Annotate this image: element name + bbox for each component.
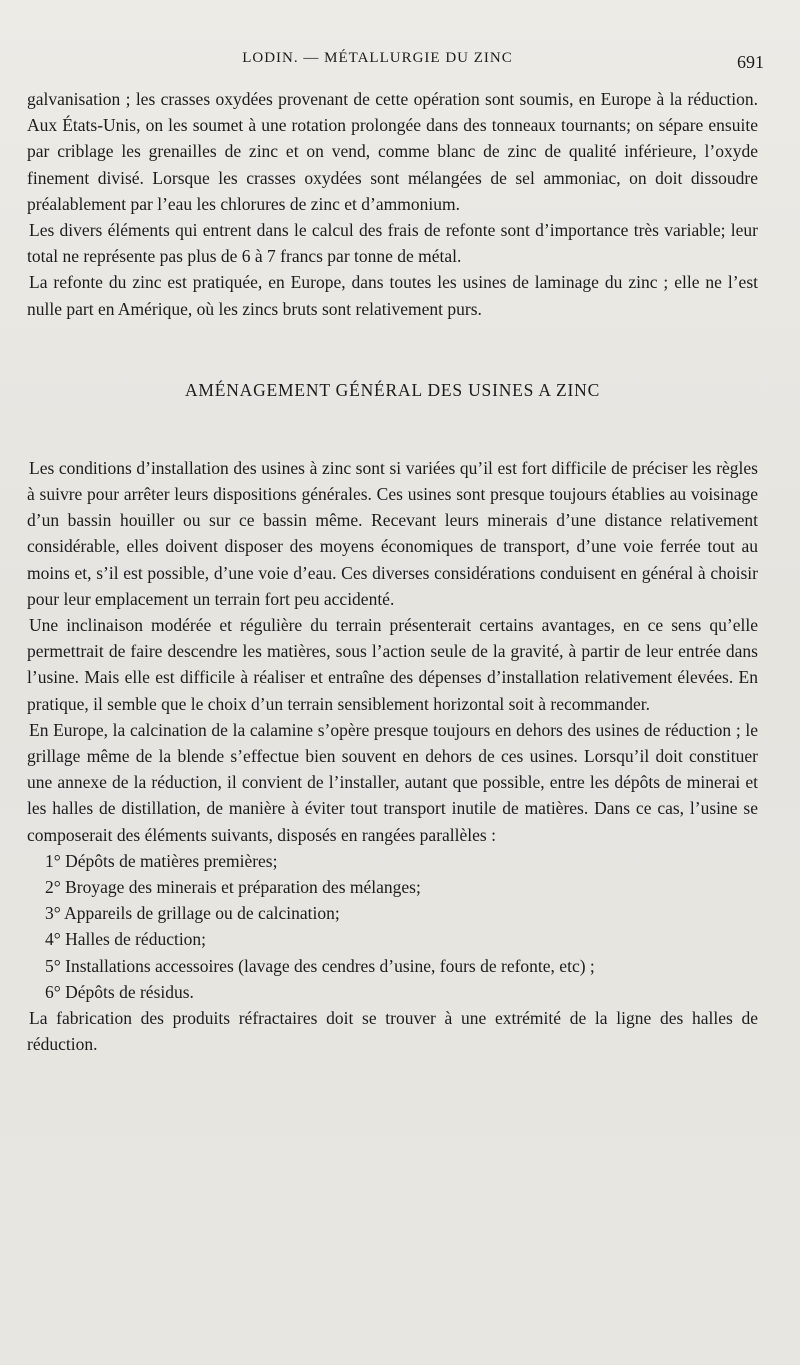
list-item: 1° Dépôts de matières premières; (45, 850, 278, 871)
list-item: 6° Dépôts de résidus. (45, 981, 194, 1002)
paragraph-galvanisation: galvanisation ; les crasses oxydées provenant de cette opération sont soumis, en Europe à la réduction. Aux États-Unis, on les soumet à une rotation prolongée dans des tonneaux tournants; on sépare ensuite par criblage les grenailles de zinc et on vend, comme blanc de zinc de qualité inférieure, l’oxyde finement divisé. Lorsque les crasses oxydées sont mélangées de sel ammoniac, on doit dissoudre préalablement par l’eau les chlorures de zinc et d’ammonium. (27, 89, 758, 214)
list-item: 5° Installations accessoires (lavage des cendres d’usine, fours de refonte, etc) ; (45, 955, 595, 976)
facility-elements-list (27, 848, 758, 1005)
list-item: 2° Broyage des minerais et préparation des mélanges; (45, 877, 421, 898)
paragraph-refonte-practice: La refonte du zinc est pratiquée, en Europe, dans toutes les usines de laminage du zinc ; elle ne l’est nulle part en Amérique, où les zincs bruts sont relativement purs. (27, 272, 758, 319)
paragraph-refractory-products: La fabrication des produits réfractaires doit se trouver à une extrémité de la ligne des halles de réduction. (27, 1008, 758, 1055)
page-number: 691 (737, 52, 764, 72)
list-item: 3° Appareils de grillage ou de calcination; (45, 903, 340, 924)
section-title: AMÉNAGEMENT GÉNÉRAL DES USINES A ZINC (184, 379, 601, 400)
list-item: 4° Halles de réduction; (45, 929, 207, 950)
running-header (27, 40, 764, 78)
paragraph-refonte-costs: Les divers éléments qui entrent dans le calcul des frais de refonte sont d’importance très variable; leur total ne représente pas plus de 6 à 7 francs par tonne de métal. (27, 220, 758, 267)
running-title: LODIN. — MÉTALLURGIE DU ZINC (242, 50, 513, 66)
paragraph-calcination: En Europe, la calcination de la calamine s’opère presque toujours en dehors des usines de réduction ; le grillage même de la blende s’effectue bien souvent en dehors de ces usines. Lorsqu’il doit constituer une annexe de la réduction, il convient de l’installer, autant que possible, entre les dépôts de minerai et les halles de distillation, de manière à éviter tout transport inutile de matières. Dans ce cas, l’usine se composerait des éléments suivants, disposés en rangées parallèles : (27, 719, 758, 845)
paragraph-installation-conditions: Les conditions d’installation des usines à zinc sont si variées qu’il est fort difficile de préciser les règles à suivre pour arrêter leurs dispositions générales. Ces usines sont presque toujours établies au voisinage d’un bassin houiller ou sur ce bassin même. Recevant leurs minerais d’une distance relativement considérable, elles doivent disposer des moyens économiques de transport, d’une voie ferrée tout au moins et, s’il est possible, d’une voie d’eau. Ces diverses considérations conduisent en général à choisir pour leur emplacement un terrain fort peu accidenté. (27, 457, 758, 609)
paragraph-terrain-inclination: Une inclinaison modérée et régulière du terrain présenterait certains avantages, en ce sens qu’elle permettrait de faire descendre les matières, sous l’action seule de la gravité, à partir de leur entrée dans l’usine. Mais elle est difficile à réaliser et entraîne des dépenses d’installation relativement élevées. En pratique, il semble que le choix d’un terrain sensiblement horizontal soit à recommander. (27, 615, 758, 714)
